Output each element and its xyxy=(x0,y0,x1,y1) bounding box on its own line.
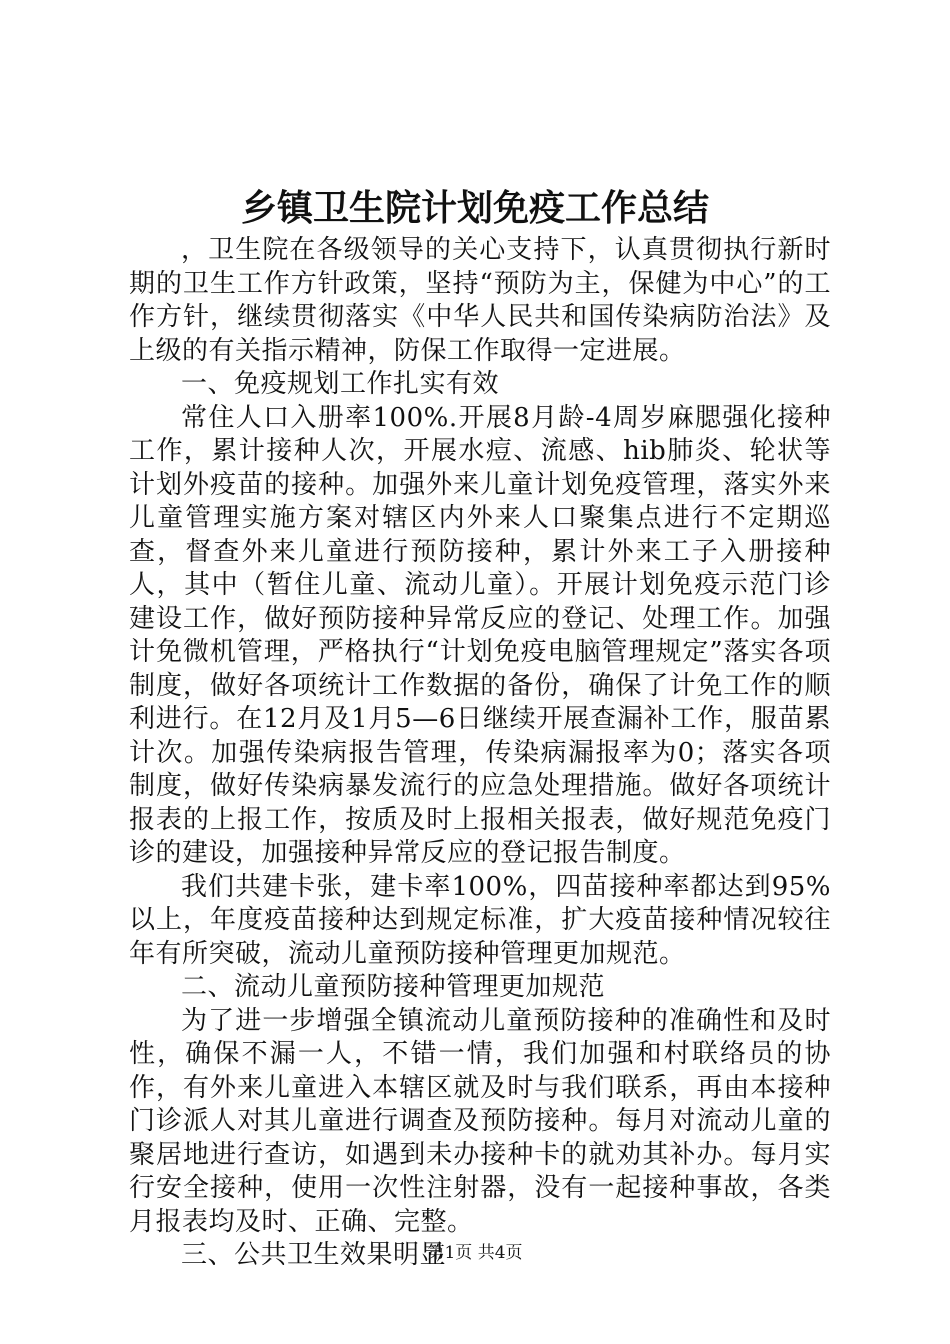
section-heading-2: 二、流动儿童预防接种管理更加规范 xyxy=(181,972,606,1002)
document-body xyxy=(129,234,831,1273)
paragraph-vaccination-cards: 我们共建卡张，建卡率100%，四苗接种率都达到95%以上，年度疫苗接种达到规定标准，扩大疫苗接种情况较往年有所突破，流动儿童预防接种管理更加规范。 xyxy=(129,871,831,969)
paragraph-immunization: 常住人口入册率100%.开展8月龄-4周岁麻腮强化接种工作，累计接种人次，开展水痘、流感、hib肺炎、轮状等计划外疫苗的接种。加强外来儿童计划免疫管理，落实外来儿童管理实施方案对辖区内外来人口聚集点进行不定期巡查，督查外来儿童进行预防接种，累计外来工子入册接种人，其中（暂住儿童、流动儿童）。开展计划免疫示范门诊建设工作，做好预防接种异常反应的登记、处理工作。加强计免微机管理，严格执行“计划免疫电脑管理规定”落实各项制度，做好各项统计工作数据的备份，确保了计免工作的顺利进行。在12月及1月5—6日继续开展查漏补工作，服苗累计次。加强传染病报告管理，传染病漏报率为0；落实各项制度，做好传染病暴发流行的应急处理措施。做好各项统计报表的上报工作，按质及时上报相关报表，做好规范免疫门诊的建设，加强接种异常反应的登记报告制度。 xyxy=(129,402,831,868)
section-heading-3: 三、公共卫生效果明显 xyxy=(181,1240,447,1270)
section-heading-1: 一、免疫规划工作扎实有效 xyxy=(181,369,500,399)
paragraph-mobile-children: 为了进一步增强全镇流动儿童预防接种的准确性和及时性，确保不漏一人，不错一情，我们加强和村联络员的协作，有外来儿童进入本辖区就及时与我们联系，再由本接种门诊派人对其儿童进行调查及预防接种。每月对流动儿童的聚居地进行查访，如遇到未办接种卡的就劝其补办。每月实行安全接种，使用一次性注射器，没有一起接种事故，各类月报表均及时、正确、完整。 xyxy=(129,1005,831,1237)
page-number-footer: 第1页 共4页 xyxy=(427,1243,523,1263)
page-title: 乡镇卫生院计划免疫工作总结 xyxy=(240,188,709,229)
paragraph-intro: ，卫生院在各级领导的关心支持下，认真贯彻执行新时期的卫生工作方针政策，坚持“预防为主，保健为中心”的工作方针，继续贯彻落实《中华人民共和国传染病防治法》及上级的有关指示精神，防保工作取得一定进展。 xyxy=(129,235,831,366)
